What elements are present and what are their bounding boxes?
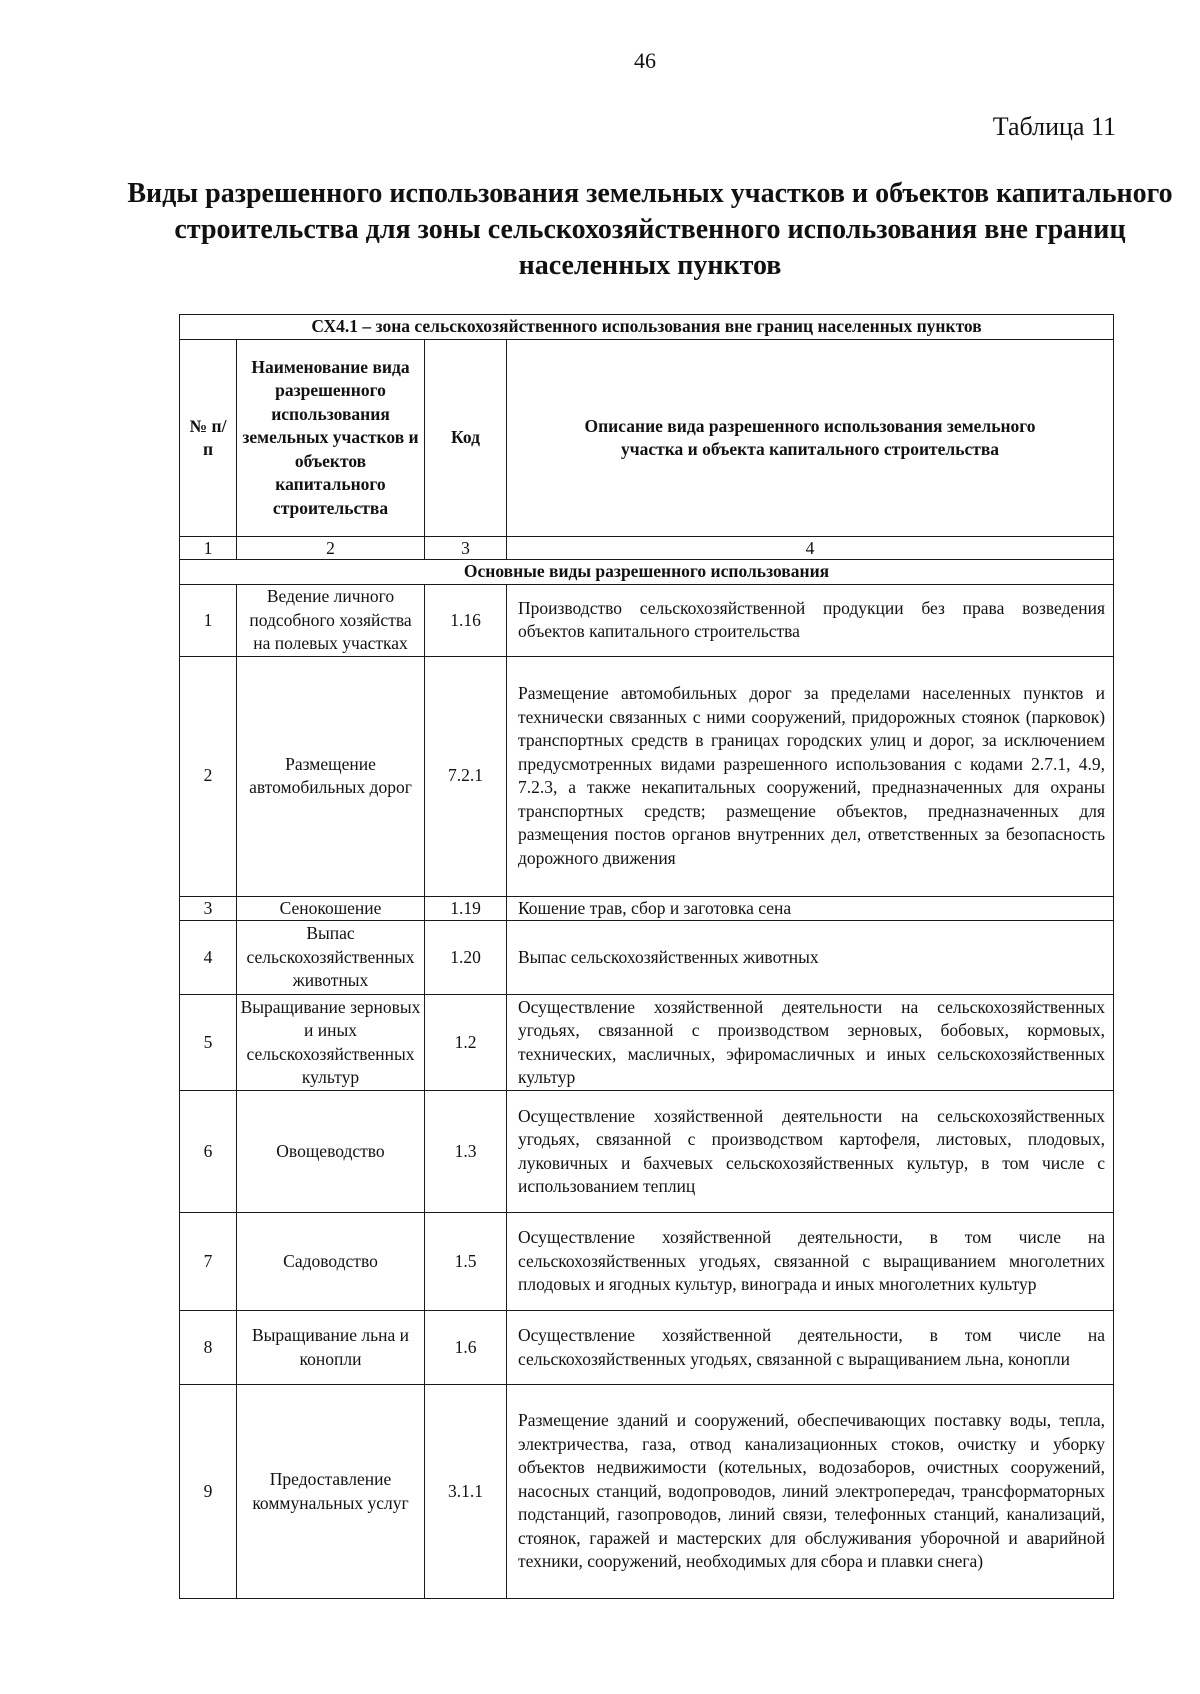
row-number: 6 — [180, 1091, 237, 1213]
table-row — [180, 921, 1114, 995]
column-number: 3 — [425, 537, 507, 560]
table-row — [180, 656, 1114, 896]
zone-header-row — [180, 315, 1114, 340]
use-name: Выращивание зерновых и иных сельскохозяйственных культур — [237, 995, 425, 1091]
zone-header: СХ4.1 – зона сельскохозяйственного использования вне границ населенных пунктов — [180, 315, 1114, 340]
table-row — [180, 1385, 1114, 1599]
row-number: 3 — [180, 896, 237, 921]
use-code: 3.1.1 — [425, 1385, 507, 1599]
use-code: 1.20 — [425, 921, 507, 995]
use-code: 1.5 — [425, 1213, 507, 1311]
section-row — [180, 560, 1114, 585]
use-name: Выращивание льна и конопли — [237, 1311, 425, 1385]
column-number: 1 — [180, 537, 237, 560]
row-number: 2 — [180, 656, 237, 896]
row-number: 7 — [180, 1213, 237, 1311]
column-number: 4 — [507, 537, 1114, 560]
use-code: 1.16 — [425, 585, 507, 657]
use-description: Осуществление хозяйственной деятельности, в том числе на сельскохозяйственных угодьях, связанной с выращиванием льна, конопли — [507, 1311, 1114, 1385]
use-description: Выпас сельскохозяйственных животных — [507, 921, 1114, 995]
use-name: Ведение личного подсобного хозяйства на полевых участках — [237, 585, 425, 657]
use-description: Осуществление хозяйственной деятельности, в том числе на сельскохозяйственных угодьях, связанной с выращиванием многолетних плодовых и ягодных культур, винограда и иных многолетних культур — [507, 1213, 1114, 1311]
row-number: 1 — [180, 585, 237, 657]
table-row — [180, 585, 1114, 657]
use-description: Кошение трав, сбор и заготовка сена — [507, 896, 1114, 921]
use-description: Производство сельскохозяйственной продукции без права возведения объектов капитального строительства — [507, 585, 1114, 657]
row-number: 5 — [180, 995, 237, 1091]
column-number: 2 — [237, 537, 425, 560]
table-row — [180, 995, 1114, 1091]
use-name: Предоставление коммунальных услуг — [237, 1385, 425, 1599]
table-row — [180, 896, 1114, 921]
row-number: 8 — [180, 1311, 237, 1385]
document-title: Виды разрешенного использования земельных участков и объектов капитального строительства для зоны сельскохозяйственного использования вне границ населенных пунктов — [127, 178, 1173, 281]
table-row — [180, 1091, 1114, 1213]
use-code: 1.3 — [425, 1091, 507, 1213]
use-name: Размещение автомобильных дорог — [237, 656, 425, 896]
table-label: Таблица 11 — [992, 112, 1116, 141]
column-header-row — [180, 340, 1114, 537]
row-number: 4 — [180, 921, 237, 995]
use-code: 1.2 — [425, 995, 507, 1091]
use-description: Размещение автомобильных дорог за пределами населенных пунктов и технически связанных с ними сооружений, придорожных стоянок (парковок) транспортных средств в границах городских улиц и дорог, за исключением предусмотренных видами разрешенного использования с кодами 2.7.1, 4.9, 7.2.3, а также некапитальных сооружений, предназначенных для охраны транспортных средств; размещение объектов, предназначенных для размещения постов органов внутренних дел, ответственных за безопасность дорожного движения — [507, 656, 1114, 896]
page-number: 46 — [634, 48, 656, 73]
use-description: Размещение зданий и сооружений, обеспечивающих поставку воды, тепла, электричества, газа, отвод канализационных стоков, очистку и уборку объектов недвижимости (котельных, водозаборов, очистных сооружений, насосных станций, водопроводов, линий электропередач, трансформаторных подстанций, газопроводов, линий связи, телефонных станций, канализаций, стоянок, гаражей и мастерских для обслуживания уборочной и аварийной техники, сооружений, необходимых для сбора и плавки снега) — [507, 1385, 1114, 1599]
use-name: Садоводство — [237, 1213, 425, 1311]
permitted-use-table — [179, 314, 1114, 1599]
use-code: 1.6 — [425, 1311, 507, 1385]
column-number-row — [180, 537, 1114, 560]
use-name: Сенокошение — [237, 896, 425, 921]
use-description: Осуществление хозяйственной деятельности на сельскохозяйственных угодьях, связанной с производством картофеля, листовых, плодовых, луковичных и бахчевых сельскохозяйственных культур, в том числе с использованием теплиц — [507, 1091, 1114, 1213]
use-code: 1.19 — [425, 896, 507, 921]
column-header-num: № п/п — [180, 340, 237, 537]
use-name: Овощеводство — [237, 1091, 425, 1213]
use-code: 7.2.1 — [425, 656, 507, 896]
use-description: Осуществление хозяйственной деятельности на сельскохозяйственных угодьях, связанной с производством зерновых, бобовых, кормовых, технических, масличных, эфиромасличных и иных сельскохозяйственных культур — [507, 995, 1114, 1091]
section-title: Основные виды разрешенного использования — [180, 560, 1114, 585]
column-header-code: Код — [425, 340, 507, 537]
use-name: Выпас сельскохозяйственных животных — [237, 921, 425, 995]
column-header-name: Наименование вида разрешенного использования земельных участков и объектов капитального строительства — [237, 340, 425, 537]
column-header-description: Описание вида разрешенного использования земельного участка и объекта капитального строительства — [507, 340, 1114, 537]
table-row — [180, 1213, 1114, 1311]
table-row — [180, 1311, 1114, 1385]
row-number: 9 — [180, 1385, 237, 1599]
